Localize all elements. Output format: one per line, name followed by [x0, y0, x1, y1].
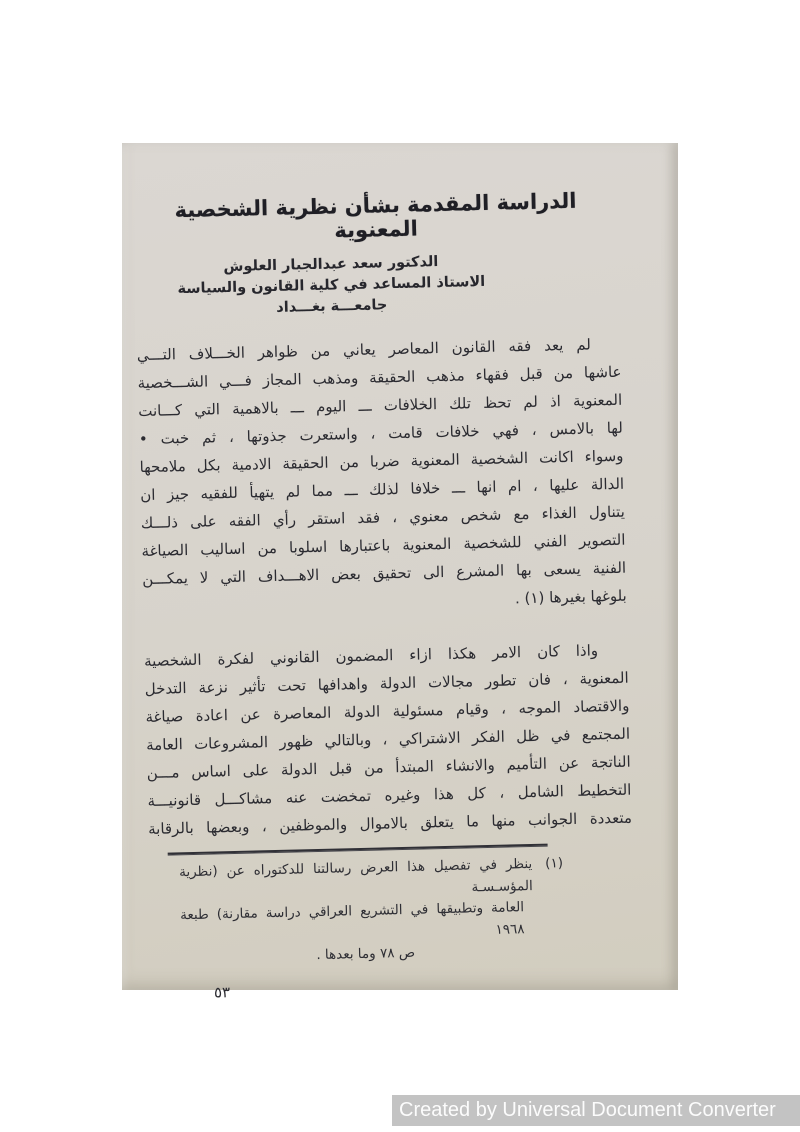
- paragraph-1: [137, 330, 627, 621]
- text-line: عاشها من قبل فقهاء مذهب الحقيقة ومذهب المجاز فـــي الشـــخصية: [137, 362, 622, 393]
- footnote-line: ص ٧٨ وما بعدها .: [316, 944, 416, 964]
- watermark-bar: [392, 1095, 800, 1126]
- text-line: المجتمع في ظل الفكر الاشتراكي ، وبالتالي ظهور المشروعات العامة: [145, 724, 631, 755]
- footnote-text: ينظر في تفصيل هذا العرض رسالتنا للدكتوراه عن (نظرية المؤسـسـة: [178, 855, 533, 895]
- text-line: متعددة الجوانب منها ما يتعلق بالاموال والموظفين ، وبعضها بالرقابة: [147, 808, 633, 839]
- text-line: التصوير الفني للشخصية المعنوية باعتبارها اسلوبا من اساليب الصياغة: [141, 530, 626, 561]
- text-line: يتناول الغذاء مع شخص معنوي ، فقد استقر رأي الفقه على ذلـــك: [140, 502, 625, 533]
- text-line: والاقتصاد الموجه ، وقيام مسئولية الدولة المعاصرة عن اعادة صياغة: [145, 696, 630, 727]
- text-line: الدالة عليها ، ام انها ـــ خلافا لذلك ـــ مما لم يتهيأ للفقيه جيز ان: [140, 474, 625, 505]
- text-line: المعنوية ، فان تطور مجالات الدولة واهدافها تحت تأثير نزعة التدخل: [144, 668, 629, 699]
- text-line: الفنية يسعى بها المشرع الى تحقيق بعض الاهـــداف التي لا يمكـــن: [142, 558, 627, 589]
- text-line: واذا كان الامر هكذا ازاء المضمون القانوني لفكرة الشخصية: [143, 641, 599, 671]
- text-line: لم يعد فقه القانون المعاصر يعاني من ظواهر الخـــلاف التـــي: [136, 335, 592, 365]
- author-block: [166, 251, 497, 322]
- text-line: وسواء اكانت الشخصية المعنوية ضربا من الحقيقة الادمية بكل ملامحها: [139, 446, 624, 477]
- author-university: جامعـــة بغـــداد: [276, 297, 388, 316]
- paragraph-2: [144, 636, 632, 843]
- text-line: لها بالامس ، فهي خلافات قامت ، واستعرت جذوتها ، ثم خبت •: [138, 418, 624, 449]
- document-page: [122, 143, 678, 1002]
- footnote-line: العامة وتطبيقها في التشريع العراقي دراسة مقارنة) طبعة ١٩٦٨: [179, 899, 525, 938]
- watermark-text: Created by Universal Document Converter: [399, 1099, 776, 1121]
- text-line: التخطيط الشامل ، كل هذا وغيره تمخضت عنه مشاكـــل قانونيـــة: [147, 780, 632, 811]
- page-title: الدراسة المقدمة بشأن نظرية الشخصية المعنوية: [174, 188, 577, 243]
- footnote-separator: [168, 844, 548, 856]
- author-position: الاستاذ المساعد في كلية القانون والسياسة: [177, 273, 486, 298]
- footnote: [179, 853, 565, 970]
- text-line: بلوغها بغيرها (١) .: [514, 586, 627, 608]
- page-content: [114, 137, 690, 1002]
- author-name: الدكتور سعد عبدالجبار العلوش: [223, 254, 439, 276]
- text-line: المعنوية اذ لم تحظ تلك الخلافات ـــ اليوم ـــ بالاهمية التي كـــانت: [138, 390, 623, 421]
- page-number: ٥٣: [213, 982, 231, 1002]
- text-line: الناتجة عن التأميم والانشاء المبتدأ من قبل الدولة على اساس مـــن: [146, 752, 631, 783]
- footnote-marker: (١): [545, 855, 564, 872]
